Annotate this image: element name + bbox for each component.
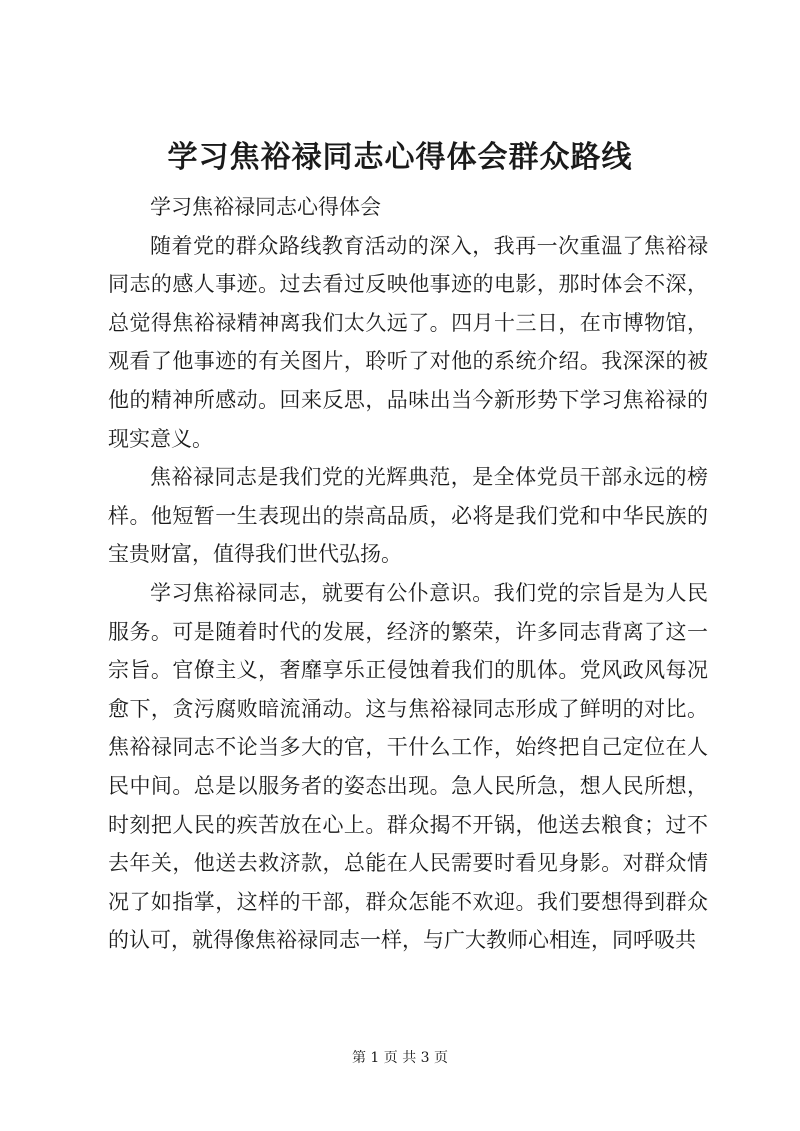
- page-number-footer: 第 1 页 共 3 页: [351, 1050, 449, 1066]
- body-paragraph: 学习焦裕禄同志，就要有公仆意识。我们党的宗旨是为人民服务。可是随着时代的发展，经济的繁荣，许多同志背离了这一宗旨。官僚主义，奢靡享乐正侵蚀着我们的肌体。党风政风每况愈下，贪污腐败暗流涌动。这与焦裕禄同志形成了鲜明的对比。焦裕禄同志不论当多大的官，干什么工作，始终把自己定位在人民中间。总是以服务者的姿态出现。急人民所急，想人民所想，时刻把人民的疾苦放在心上。群众揭不开锅，他送去粮食；过不去年关，他送去救济款，总能在人民需要时看见身影。对群众情况了如指掌，这样的干部，群众怎能不欢迎。我们要想得到群众的认可，就得像焦裕禄同志一样，与广大教师心相连，同呼吸共: [108, 580, 708, 953]
- document-title: 学习焦裕禄同志心得体会群众路线: [167, 140, 633, 175]
- document-body: [108, 188, 708, 960]
- body-paragraph: 焦裕禄同志是我们党的光辉典范，是全体党员干部永远的榜样。他短暂一生表现出的崇高品质，必将是我们党和中华民族的宝贵财富，值得我们世代弘扬。: [108, 465, 708, 567]
- body-paragraph: 随着党的群众路线教育活动的深入，我再一次重温了焦裕禄同志的感人事迹。过去看过反映他事迹的电影，那时体会不深，总觉得焦裕禄精神离我们太久远了。四月十三日，在市博物馆，观看了他事迹的有关图片，聆听了对他的系统介绍。我深深的被他的精神所感动。回来反思，品味出当今新形势下学习焦裕禄的现实意义。: [108, 233, 708, 451]
- subtitle-paragraph: 学习焦裕禄同志心得体会: [150, 195, 381, 219]
